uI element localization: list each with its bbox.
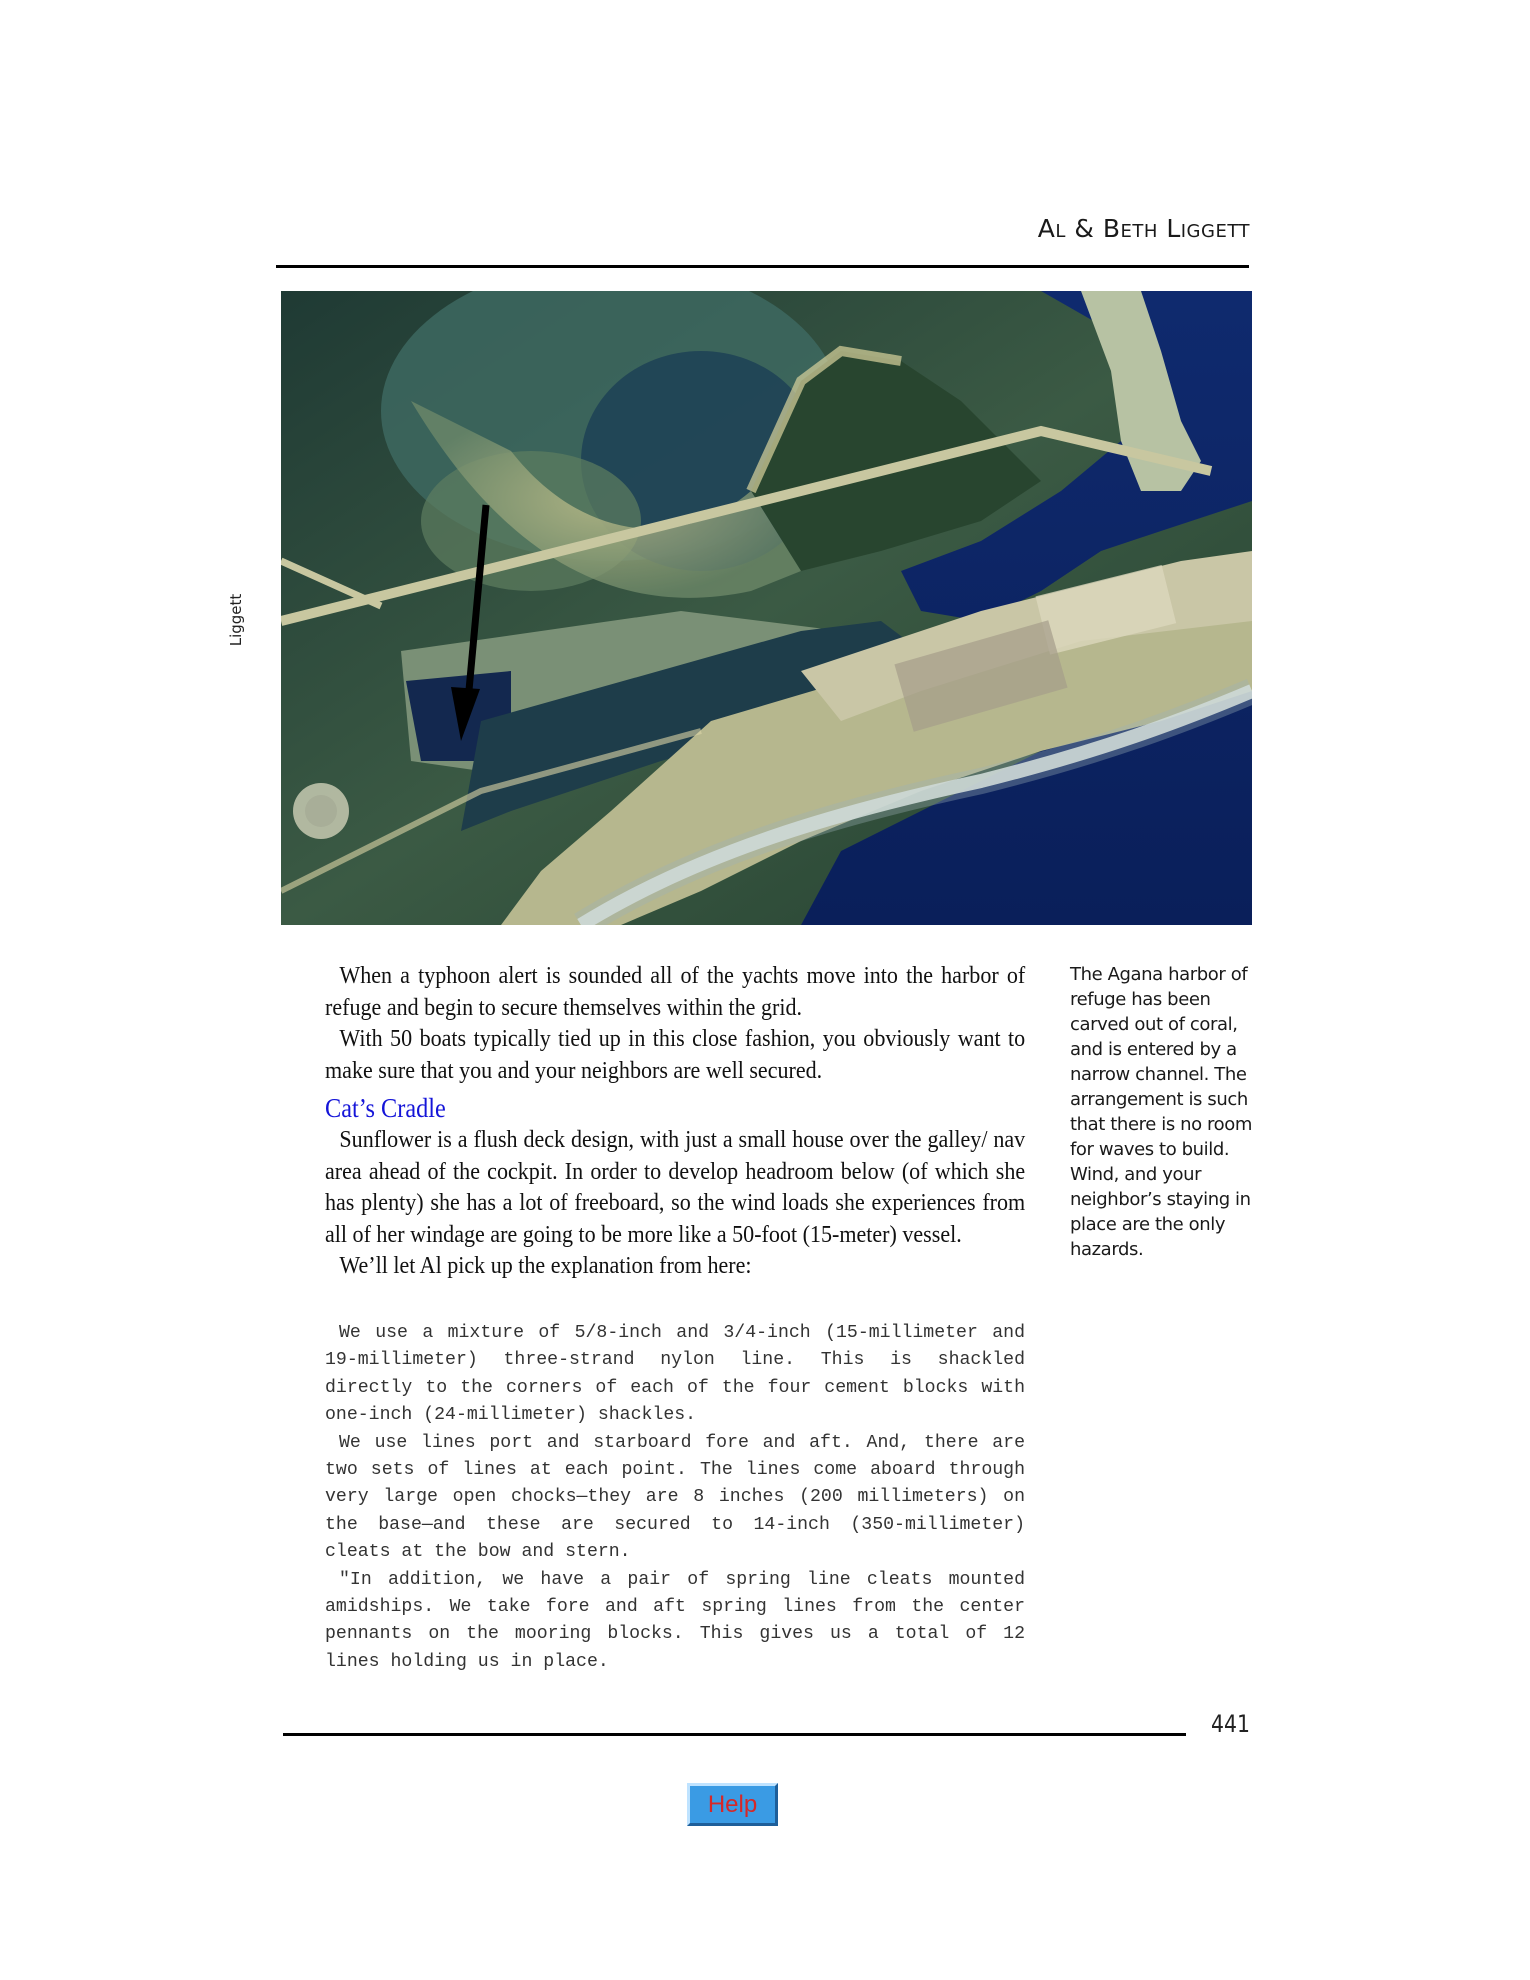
- quote-paragraph: We use lines port and starboard fore and aft. And, there are two sets of lines at each point. The lines come aboard through very large open chocks—they are 8 inches (200 millimeters) on the base—and these are secured to 14-inch (350-millimeter) cleats at the bow and stern.: [325, 1432, 1025, 1563]
- quote-paragraph: We use a mixture of 5/8-inch and 3/4-inch (15-millimeter and 19-millimeter) three-strand nylon line. This is shackled directly to the corners of each of the four cement blocks with one-inch (24-millimeter) shackles.: [325, 1323, 1025, 1426]
- running-head: Al & Beth Liggett: [1037, 214, 1250, 243]
- body-paragraph: When a typhoon alert is sounded all of the yachts move into the harbor of refuge and begin to secure themselves within the grid.: [325, 962, 1026, 1021]
- body-paragraph: We’ll let Al pick up the explanation from here:: [339, 1252, 752, 1279]
- quoted-explanation: [325, 1320, 1025, 1676]
- sidebar-caption: The Agana harbor of refuge has been carved out of coral, and is entered by a narrow channel. The arrangement is such that there is no room for waves to build. Wind, and your neighbor’s staying in place are the only hazards.: [1070, 964, 1253, 1260]
- quote-paragraph: "In addition, we have a pair of spring line cleats mounted amidships. We take fore and aft spring lines from the center pennants on the mooring blocks. This gives us a total of 12 lines holding us in place.: [325, 1569, 1025, 1672]
- body-paragraph: With 50 boats typically tied up in this close fashion, you obviously want to make sure that you and your neighbors are well secured.: [325, 1025, 1026, 1084]
- main-body: [325, 960, 1025, 1282]
- side-label: Liggett: [227, 593, 245, 647]
- header-rule: [276, 265, 1249, 268]
- section-heading: Cat’s Cradle: [325, 1093, 446, 1123]
- footer-rule: [283, 1733, 1186, 1736]
- page-number: 441: [1211, 1710, 1250, 1738]
- help-button[interactable]: Help: [687, 1783, 778, 1826]
- aerial-photo: [281, 291, 1252, 925]
- arrow-down-icon: [281, 291, 1252, 925]
- body-paragraph: Sunflower is a flush deck design, with just a small house over the galley/ nav area ahead of the cockpit. In order to develop headroom below (of which she has plenty) she has a lot of freeboard, so the wind loads she experiences from all of her windage are going to be more like a 50-foot (15-meter) vessel.: [325, 1126, 1026, 1248]
